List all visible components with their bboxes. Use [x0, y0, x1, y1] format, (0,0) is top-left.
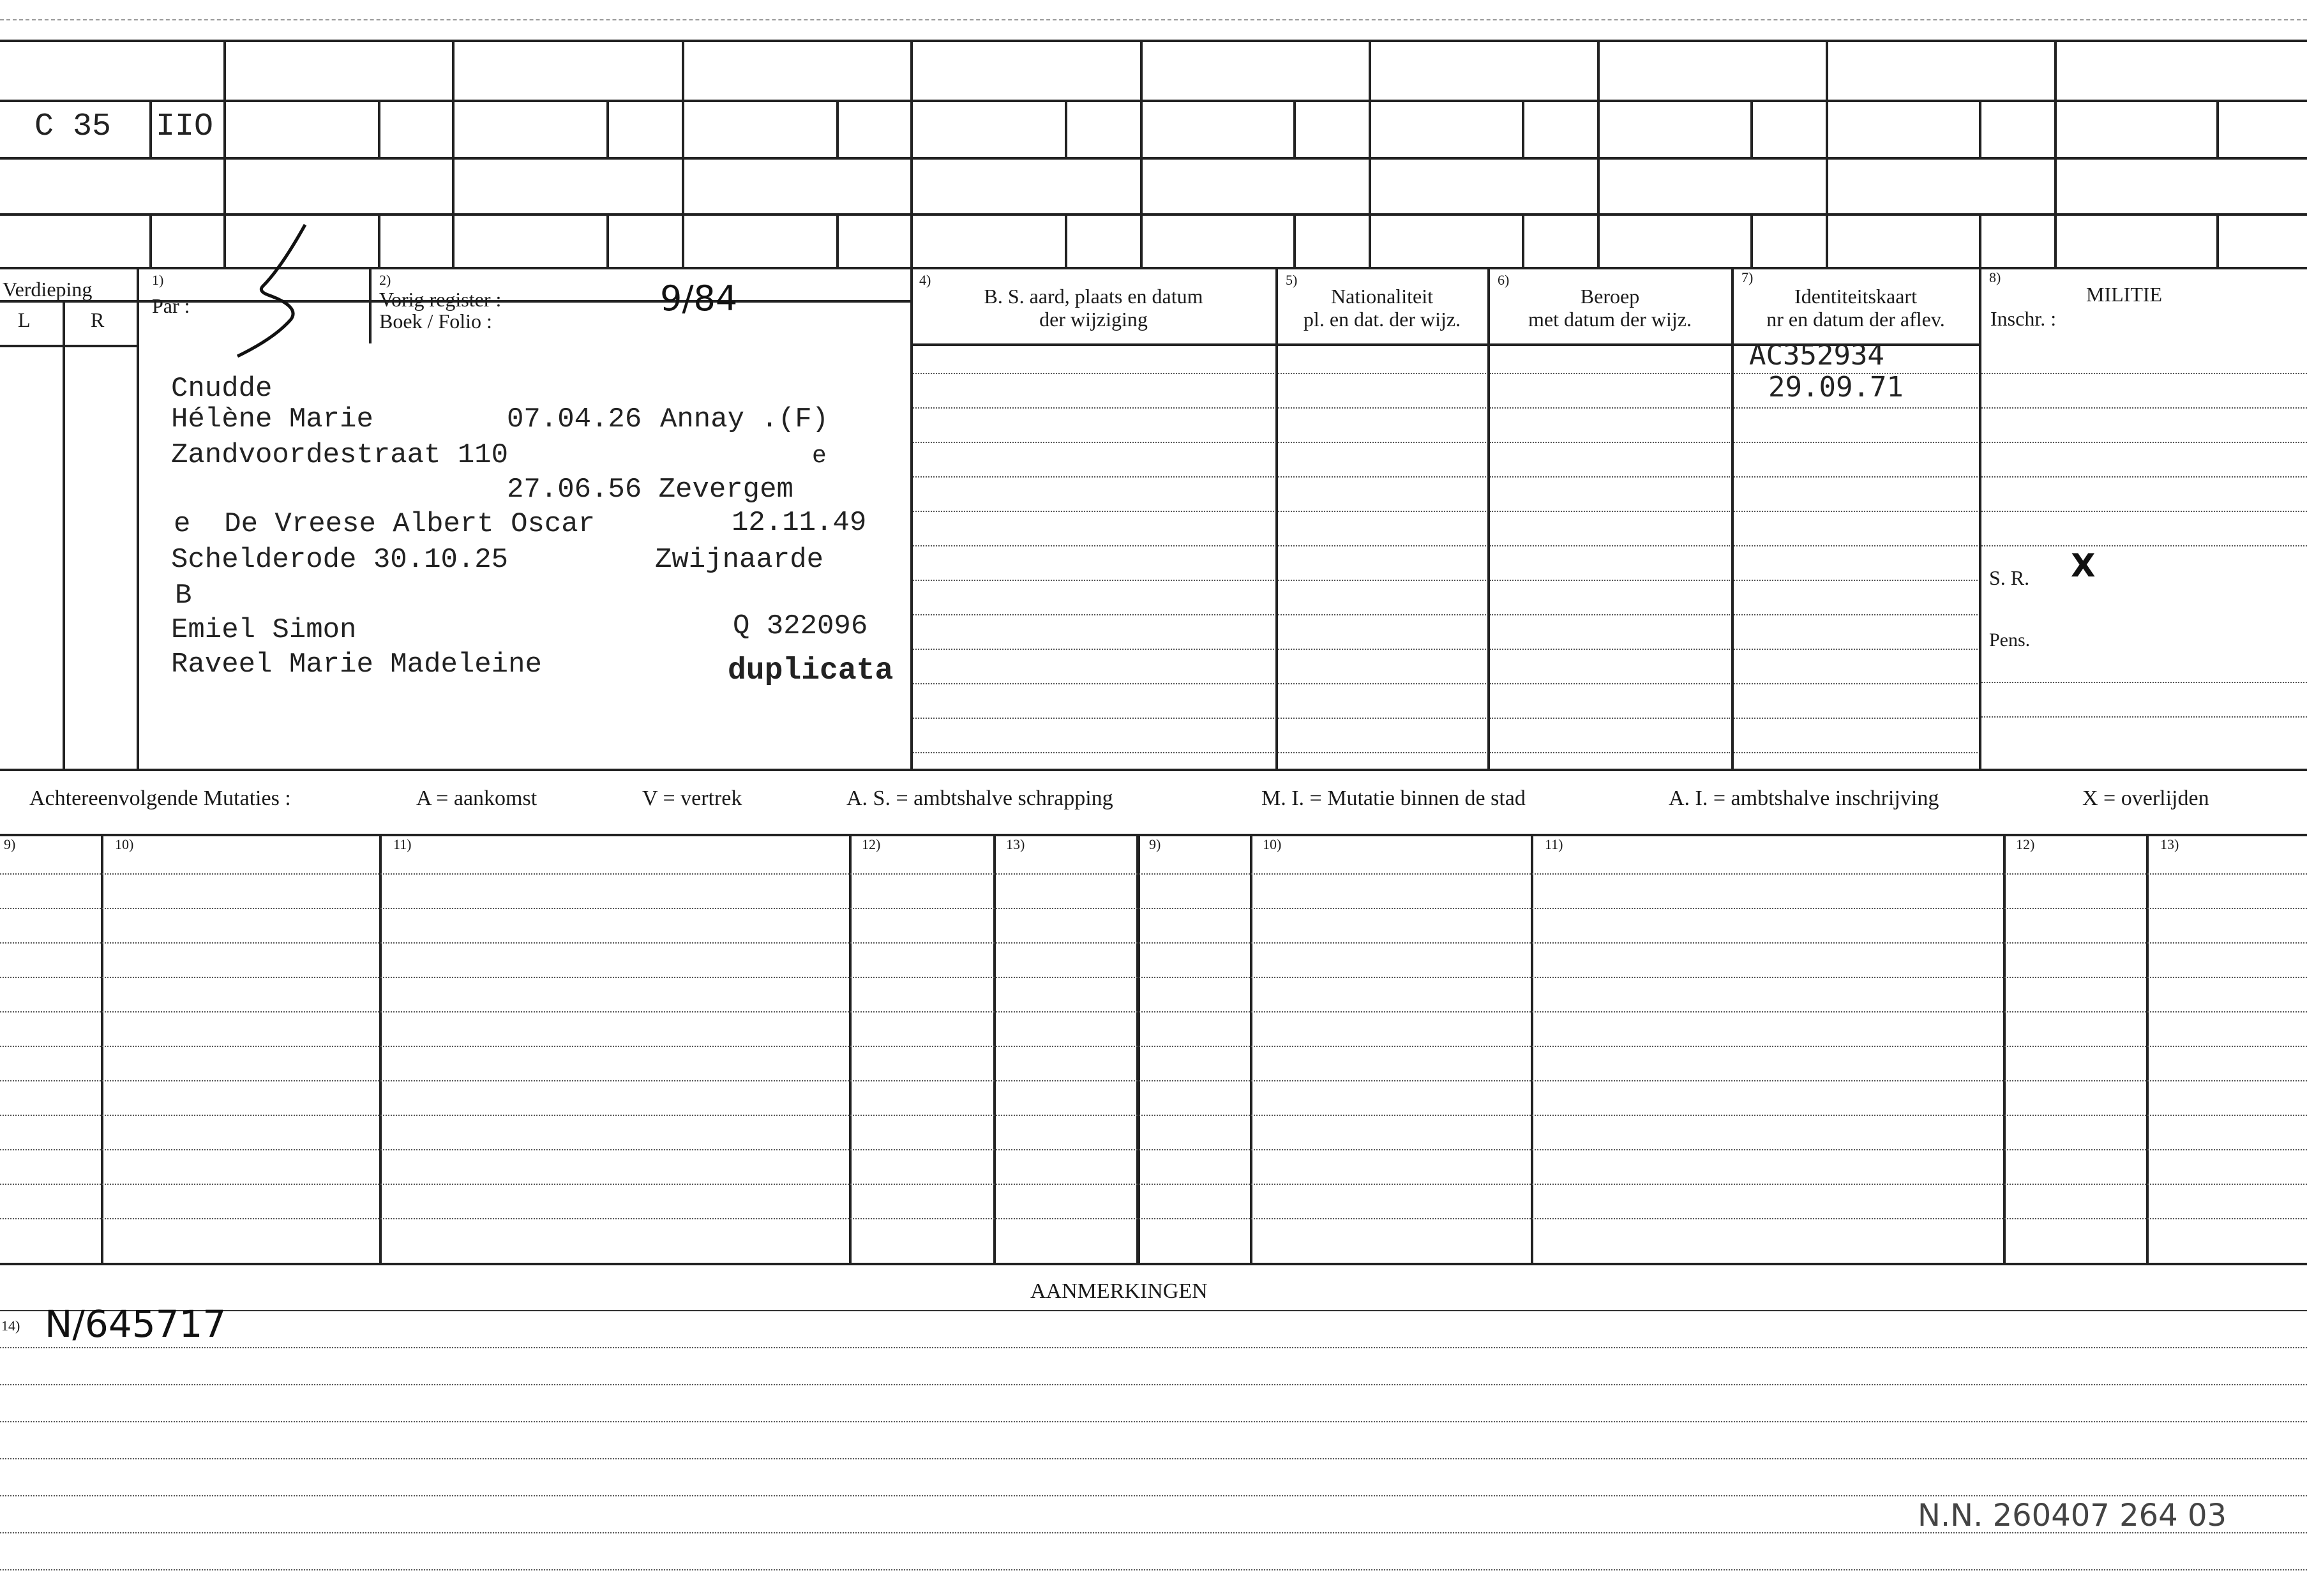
spouse-birth: Schelderode 30.10.25	[171, 544, 509, 576]
l-label: L	[18, 308, 31, 331]
legend-arrival: A = aankomst	[416, 787, 537, 810]
vorig-register-label: Vorig register :	[379, 288, 502, 311]
mutations-title: Achtereenvolgende Mutaties :	[29, 787, 291, 810]
remarks-number: 14)	[1, 1318, 20, 1334]
sr-mark: X	[2071, 547, 2096, 584]
marriage-date-place: 27.06.56 Zevergem	[507, 474, 793, 506]
par-label: Par :	[152, 294, 190, 317]
col2-number: 2)	[379, 272, 391, 288]
col5-line1: Nationaliteit	[1331, 285, 1433, 308]
col6-number: 6)	[1498, 272, 1510, 288]
legend-ambtshalve-inschrijving: A. I. = ambtshalve inschrijving	[1669, 787, 1939, 810]
father-name: Emiel Simon	[171, 614, 357, 646]
surname: Cnudde	[171, 373, 273, 405]
col6-line1: Beroep	[1580, 285, 1640, 308]
house-number: IIO	[156, 109, 214, 145]
militie-title: MILITIE	[2086, 283, 2163, 306]
col5-number: 5)	[1286, 272, 1298, 288]
remarks-title: AANMERKINGEN	[1030, 1279, 1208, 1303]
birth-date: 07.04.26	[507, 403, 642, 435]
given-names: Hélène Marie	[171, 403, 373, 435]
mother-name: Raveel Marie Madeleine	[171, 649, 542, 681]
mut-col9-left: 9)	[4, 836, 16, 852]
vorig-register-value: 9/84	[660, 278, 738, 319]
id-card-number: AC352934	[1749, 339, 1884, 372]
inschr-label: Inschr. :	[1990, 307, 2057, 330]
legend-overlijden: X = overlijden	[2082, 787, 2209, 810]
verdieping-label: Verdieping	[3, 278, 93, 301]
mut-col12-right: 12)	[2016, 836, 2035, 852]
mut-col13-left: 13)	[1006, 836, 1025, 852]
block-code: C 35	[34, 109, 112, 145]
boek-folio-label: Boek / Folio :	[379, 310, 492, 333]
mut-col10-left: 10)	[115, 836, 134, 852]
col4-line1: B. S. aard, plaats en datum	[984, 285, 1203, 308]
id-card-date: 29.09.71	[1768, 371, 1904, 403]
col6-line2: met datum der wijz.	[1528, 308, 1692, 331]
par-stroke	[237, 225, 305, 356]
legend-ambtshalve-schrapping: A. S. = ambtshalve schrapping	[846, 787, 1113, 810]
mut-col9-right: 9)	[1149, 836, 1161, 852]
col7-line2: nr en datum der aflev.	[1766, 308, 1945, 331]
mut-col13-right: 13)	[2160, 836, 2179, 852]
national-number: N.N. 260407 264 03	[1918, 1498, 2227, 1533]
spouse-birth-place: Zwijnaarde	[655, 544, 824, 576]
mut-col12-left: 12)	[862, 836, 881, 852]
mut-col11-left: 11)	[393, 836, 412, 852]
col7-number: 7)	[1741, 269, 1754, 285]
legend-mutatie-stad: M. I. = Mutatie binnen de stad	[1261, 787, 1526, 810]
marker-b: B	[175, 580, 192, 612]
sr-label: S. R.	[1989, 566, 2030, 589]
col5-line2: pl. en dat. der wijz.	[1303, 308, 1461, 331]
pens-label: Pens.	[1989, 629, 2031, 651]
street-address: Zandvoordestraat 110	[171, 439, 509, 471]
reference-code: Q 322096	[733, 610, 868, 642]
r-label: R	[91, 308, 105, 331]
col7-line1: Identiteitskaart	[1794, 285, 1917, 308]
col8-number: 8)	[1989, 269, 2001, 285]
col4-number: 4)	[919, 272, 931, 288]
mut-col11-right: 11)	[1545, 836, 1563, 852]
mut-col10-right: 10)	[1263, 836, 1282, 852]
birth-place: Annay .(F)	[660, 403, 829, 435]
spouse-name: e De Vreese Albert Oscar	[174, 508, 596, 540]
legend-departure: V = vertrek	[642, 787, 742, 810]
marker-e: e	[812, 442, 827, 470]
duplicata-stamp: duplicata	[728, 654, 894, 688]
col4-line2: der wijziging	[1039, 308, 1148, 331]
col1-number: 1)	[152, 272, 164, 288]
spouse-arrival-date: 12.11.49	[732, 507, 867, 539]
remarks-value: N/645717	[45, 1302, 227, 1346]
